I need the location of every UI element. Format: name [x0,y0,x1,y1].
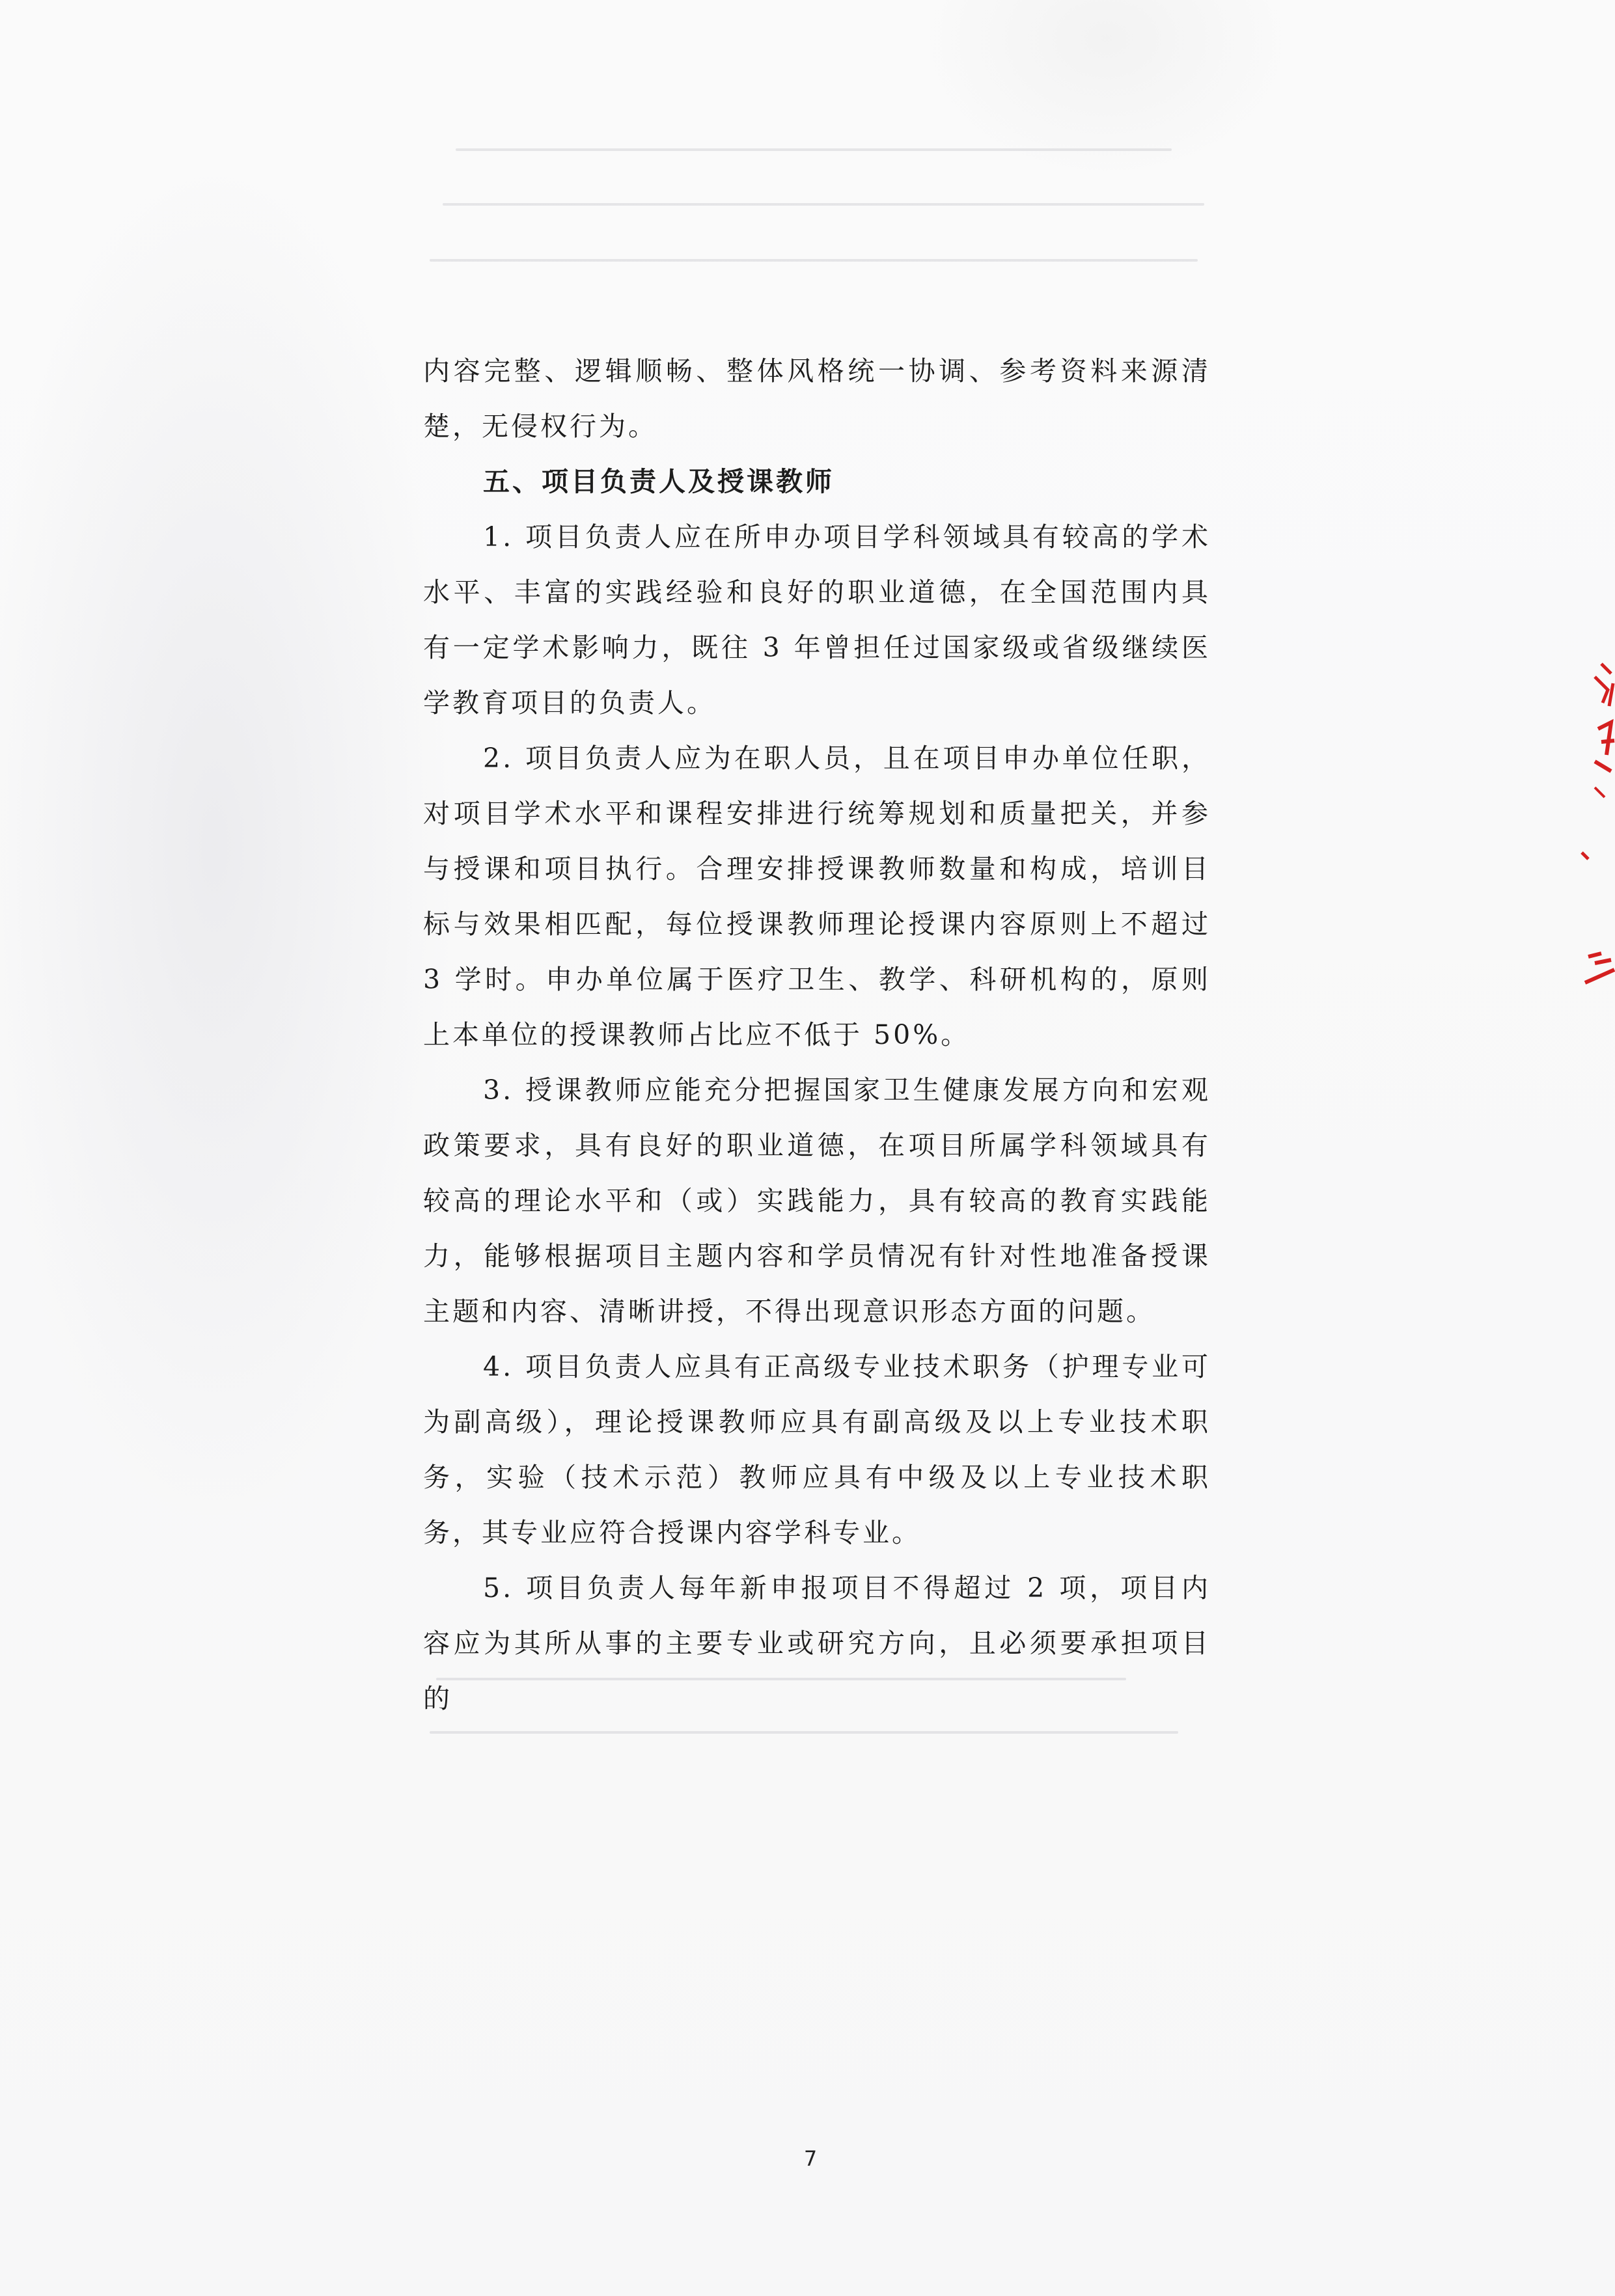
paragraph-item-4: 4. 项目负责人应具有正高级专业技术职务（护理专业可为副高级），理论授课教师应具有副高级及以上专业技术职务，实验（技术示范）教师应具有中级及以上专业技术职务，其专业应符合授课内容学科专业。 [423,1351,1211,1548]
paragraph-item-3: 3. 授课教师应能充分把握国家卫生健康发展方向和宏观政策要求，具有良好的职业道德，在项目所属学科领域具有较高的理论水平和（或）实践能力，具有较高的教育实践能力，能够根据项目主题内容和学员情况有针对性地准备授课主题和内容、清晰讲授，不得出现意识形态方面的问题。 [423,1074,1211,1327]
seal-stroke [1595,787,1605,797]
body-text [423,344,1211,1727]
paragraph-continuation: 内容完整、逻辑顺畅、整体风格统一协调、参考资料来源清楚，无侵权行为。 [423,355,1211,442]
seal-stroke [1595,722,1614,771]
bleed-through-line [456,148,1172,151]
paragraph-item-2: 2. 项目负责人应为在职人员，且在项目申办单位任职，对项目学术水平和课程安排进行统筹规划和质量把关，并参与授课和项目执行。合理安排授课教师数量和构成，培训目标与效果相匹配，每位授课教师理论授课内容原则上不超过 3 学时。申办单位属于医疗卫生、教学、科研机构的，原则上本单位的授课教师占比应不低于 50%。 [423,743,1211,1050]
bleed-through-line [430,1731,1178,1734]
paragraph-item-1: 1. 项目负责人应在所申办项目学科领域具有较高的学术水平、丰富的实践经验和良好的职业道德，在全国范围内具有一定学术影响力，既往 3 年曾担任过国家级或省级继续医学教育项目的负责人。 [423,521,1211,718]
page-number: 7 [803,2146,818,2171]
seal-stroke [1582,853,1588,859]
bleed-through-line [443,203,1204,206]
bleed-through-line [430,259,1198,262]
seal-stroke [1595,664,1613,706]
seal-stamp-icon [1575,657,1615,1022]
paragraph-item-5: 5. 项目负责人每年新申报项目不得超过 2 项，项目内容应为其所从事的主要专业或研究方向，且必须要承担项目的 [423,1572,1211,1714]
section-heading: 五、项目负责人及授课教师 [483,466,835,497]
seal-stroke [1585,953,1614,983]
